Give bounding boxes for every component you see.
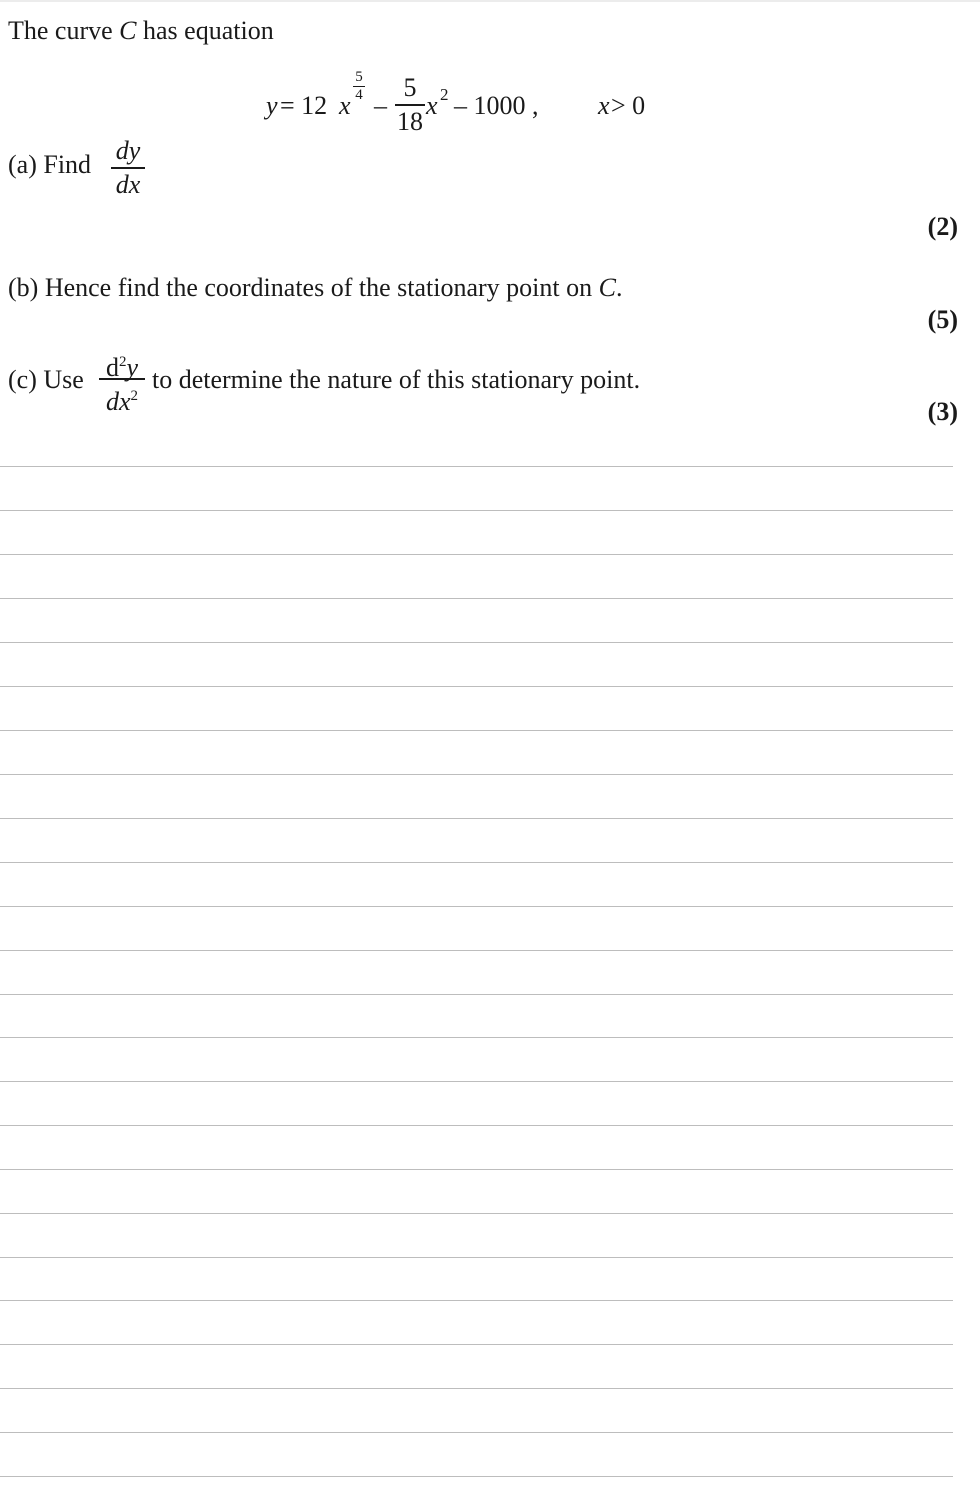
answer-line[interactable] (0, 1344, 953, 1345)
answer-line[interactable] (0, 686, 953, 687)
intro-curve-name: C (119, 16, 137, 45)
second-derivative-dx: dx (105, 386, 131, 416)
answer-line[interactable] (0, 1081, 953, 1082)
coefficient-bar (395, 104, 425, 106)
equation-constant: – 1000 , (454, 91, 539, 120)
exponent-numerator: 5 (355, 69, 363, 85)
intro-sentence (8, 16, 274, 46)
answer-line[interactable] (0, 598, 953, 599)
answer-line[interactable] (0, 1213, 953, 1214)
coefficient-numerator: 5 (403, 73, 417, 102)
answer-line[interactable] (0, 1169, 953, 1170)
equation-x-first: x (339, 91, 351, 120)
answer-line[interactable] (0, 1432, 953, 1433)
answer-line[interactable] (0, 1388, 953, 1389)
answer-line[interactable] (0, 818, 953, 819)
exponent-denominator: 4 (355, 87, 363, 103)
answer-line[interactable] (0, 1037, 953, 1038)
condition-rest: > 0 (611, 91, 646, 120)
answer-line[interactable] (0, 906, 953, 907)
part-c-text: to determine the nature of this stationary point. (152, 365, 641, 394)
equation-exponent-two: 2 (440, 85, 449, 104)
second-derivative-dx-power: 2 (130, 387, 139, 404)
answer-line[interactable] (0, 466, 953, 467)
answer-line[interactable] (0, 730, 953, 731)
equation-y: y (266, 91, 278, 120)
answer-line[interactable] (0, 1476, 953, 1477)
equation-equals-coefficient: = 12 (280, 91, 328, 120)
derivative-numerator: dy (115, 136, 141, 165)
page-top-edge (0, 0, 980, 2)
exponent-fraction (353, 70, 365, 103)
second-derivative-denominator (99, 382, 145, 416)
answer-line[interactable] (0, 1125, 953, 1126)
answer-line[interactable] (0, 862, 953, 863)
answer-line[interactable] (0, 774, 953, 775)
coefficient-denominator: 18 (397, 106, 423, 136)
second-derivative-fraction (99, 348, 145, 416)
second-derivative-y: y (126, 353, 139, 382)
part-c-marks: (3) (927, 397, 958, 426)
answer-line[interactable] (0, 510, 953, 511)
intro-text-before: The curve (8, 16, 120, 45)
intro-text-after: has equation (136, 16, 274, 45)
second-derivative-numerator (99, 348, 145, 382)
part-a-marks: (2) (927, 212, 958, 241)
answer-line[interactable] (0, 642, 953, 643)
part-b-marks: (5) (927, 305, 958, 334)
derivative-bar (111, 167, 145, 169)
answer-line[interactable] (0, 1300, 953, 1301)
derivative-fraction (111, 137, 145, 199)
part-b-curve-name: C (598, 273, 616, 302)
part-b-text-after: . (615, 273, 623, 302)
coefficient-fraction (395, 74, 425, 136)
answer-line[interactable] (0, 950, 953, 951)
part-b-text-before: (b) Hence find the coordinates of the stationary point on (8, 273, 599, 302)
part-a-label: (a) Find (8, 150, 92, 179)
equation-x-second: x (426, 91, 438, 120)
part-c-label: (c) Use (8, 365, 84, 394)
second-derivative-order: 2 (118, 354, 127, 370)
equation-minus: – (374, 91, 387, 120)
condition-variable: x (598, 91, 610, 120)
answer-line[interactable] (0, 554, 953, 555)
answer-line[interactable] (0, 994, 953, 995)
second-derivative-d: d (105, 353, 119, 382)
part-b-question (8, 273, 622, 303)
derivative-denominator: dx (115, 169, 141, 199)
answer-line[interactable] (0, 1257, 953, 1258)
